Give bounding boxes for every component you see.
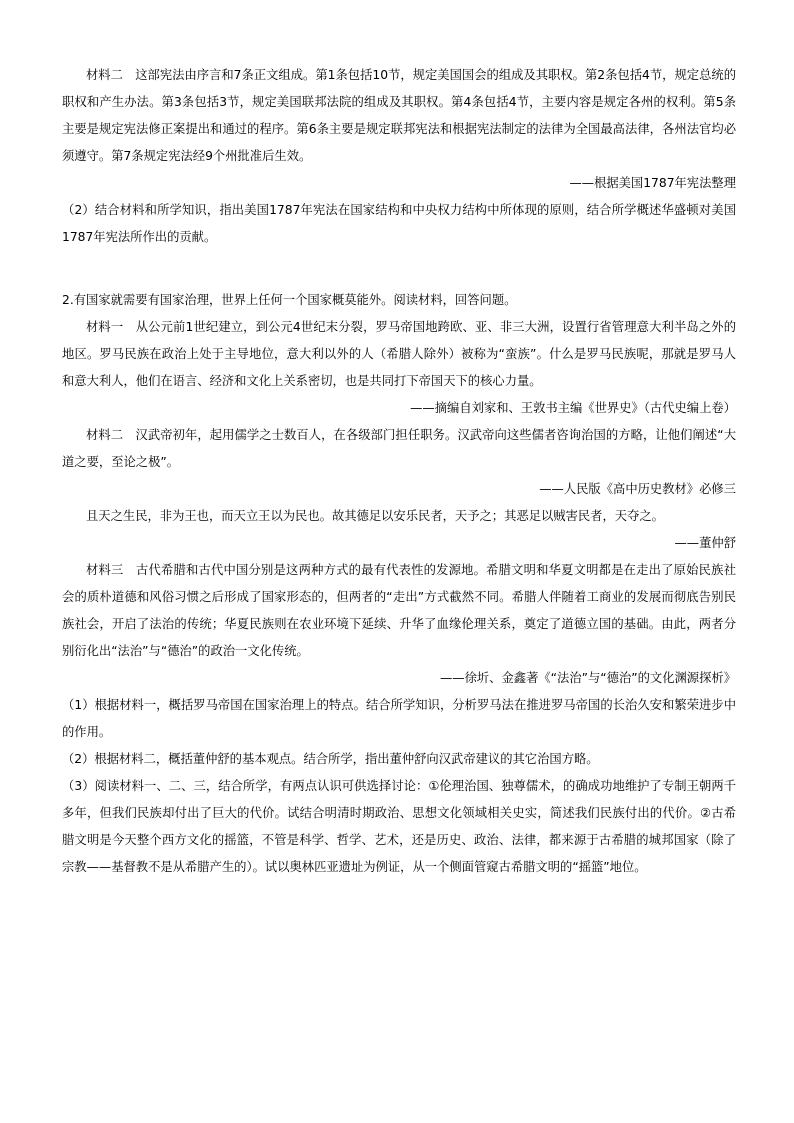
- q2-stem: 2.有国家就需要有国家治理，世界上任何一个国家概莫能外。阅读材料，回答问题。: [62, 293, 517, 307]
- q2-material2-text: 材料二 汉武帝初年，起用儒学之士数百人，在各级部门担任职务。汉武帝向这些儒者咨询治国的方略，让他们阐述“大道之要，至论之极”。: [62, 428, 736, 469]
- q2-material3-source: ——徐圻、金鑫著《“法治”与“德治”的文化渊源探析》: [439, 671, 736, 685]
- q2-question1: （1）根据材料一，概括罗马帝国在国家治理上的特点。结合所学知识，分析罗马法在推进罗马帝国的长治久安和繁荣进步中的作用。: [62, 698, 736, 739]
- section-gap: [62, 251, 736, 287]
- q2-material1-source: ——摘编自刘家和、王敦书主编《世界史》（古代史编上卷）: [410, 401, 736, 415]
- document-page: [62, 62, 736, 881]
- q2-material1-text: 材料一 从公元前1世纪建立，到公元4世纪末分裂，罗马帝国地跨欧、亚、非三大洲，设置行省管理意大利半岛之外的地区。罗马民族在政治上处于主导地位，意大利以外的人（希腊人除外）被称为“蛮族”。什么是罗马民族呢，那就是罗马人和意大利人，他们在语言、经济和文化上关系密切，也是共同打下帝国天下的核心力量。: [62, 320, 736, 388]
- q2-material3-text: 材料三 古代希腊和古代中国分别是这两种方式的最有代表性的发源地。希腊文明和华夏文明都是在走出了原始民族社会的质朴道德和风俗习惯之后形成了国家形态的，但两者的“走出”方式截然不同。希腊人伴随着工商业的发展而彻底告别民族社会，开启了法治的传统；华夏民族则在农业环境下延续、升华了血缘伦理关系，奠定了道德立国的基础。由此，两者分别衍化出“法治”与“德治”的政治一文化传统。: [62, 563, 736, 658]
- q1-material2-text: 材料二 这部宪法由序言和7条正文组成。第1条包括10节，规定美国国会的组成及其职权。第2条包括4节，规定总统的职权和产生办法。第3条包括3节，规定美国联邦法院的组成及其职权。第4条包括4节，主要内容是规定各州的权利。第5条主要是规定宪法修正案提出和通过的程序。第6条主要是规定联邦宪法和根据宪法制定的法律为全国最高法律，各州法官均必须遵守。第7条规定宪法经9个州批准后生效。: [62, 68, 736, 163]
- q2-quote-text: 且天之生民，非为王也，而天立王以为民也。故其德足以安乐民者，天予之；其恶足以贼害民者，天夺之。: [86, 509, 664, 523]
- q2-quote-source: ——董仲舒: [674, 536, 736, 550]
- q1-material2-source: ——根据美国1787年宪法整理: [569, 176, 736, 190]
- q2-question3: （3）阅读材料一、二、三，结合所学，有两点认识可供选择讨论：①伦理治国、独尊儒术，的确成功地维护了专制王朝两千多年，但我们民族却付出了巨大的代价。试结合明清时期政治、思想文化领域相关史实，简述我们民族付出的代价。②古希腊文明是今天整个西方文化的摇篮，不管是科学、哲学、艺术，还是历史、政治、法律，都来源于古希腊的城邦国家（除了宗教——基督教不是从希腊产生的）。试以奥林匹亚遗址为例证，从一个侧面管窥古希腊文明的“摇篮”地位。: [62, 779, 736, 874]
- q2-material2-source: ——人民版《高中历史教材》必修三: [539, 482, 736, 496]
- q1-question2: （2）结合材料和所学知识，指出美国1787年宪法在国家结构和中央权力结构中所体现的原则，结合所学概述华盛顿对美国1787年宪法所作出的贡献。: [62, 203, 736, 244]
- q2-question2: （2）根据材料二，概括董仲舒的基本观点。结合所学，指出董仲舒向汉武帝建议的其它治国方略。: [62, 752, 599, 766]
